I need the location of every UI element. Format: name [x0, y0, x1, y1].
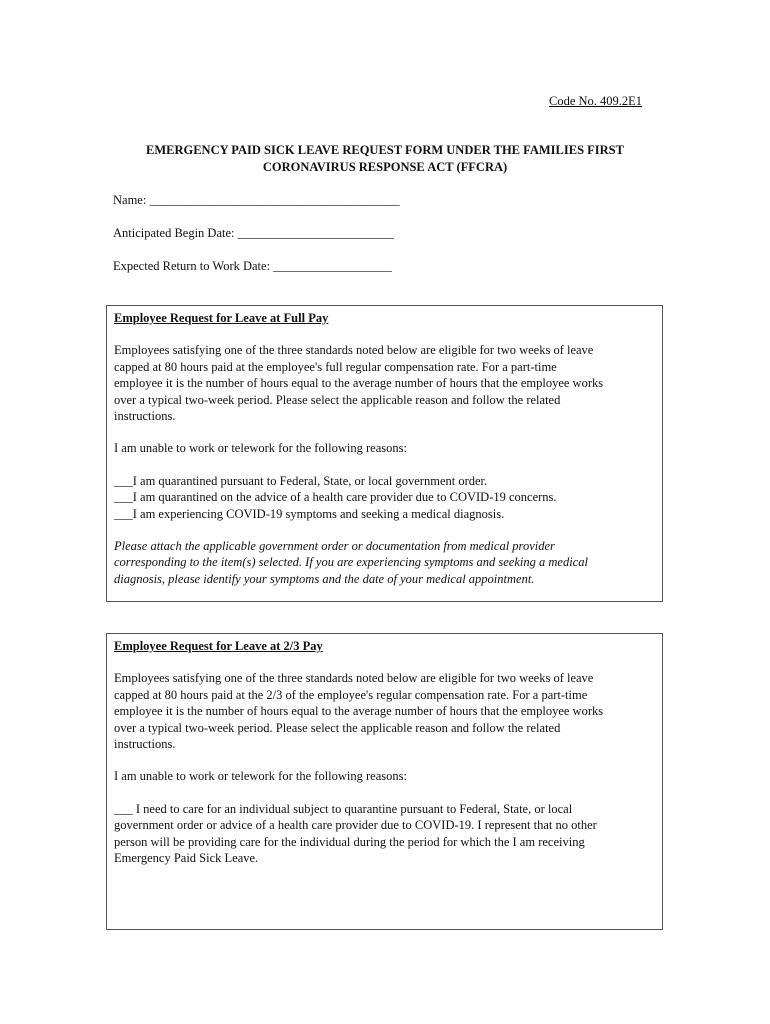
form-title: [106, 142, 664, 176]
full-pay-intro-line: over a typical two-week period. Please select the applicable reason and follow the related: [114, 392, 561, 407]
two-thirds-prompt: I am unable to work or telework for the following reasons:: [114, 769, 407, 784]
form-title-line-2: CORONAVIRUS RESPONSE ACT (FFCRA): [262, 160, 508, 174]
reason-care-line: Emergency Paid Sick Leave.: [114, 851, 259, 866]
reason-care-line: government order or advice of a health care provider due to COVID-19. I represent that no other: [114, 818, 597, 833]
reason-care-line: person will be providing care for the individual during the period for which the I am receiving: [114, 834, 585, 849]
two-thirds-pay-section: [106, 633, 663, 930]
reason-health-provider[interactable]: ___I am quarantined on the advice of a health care provider due to COVID-19 concerns.: [114, 490, 557, 505]
form-title-line-1: EMERGENCY PAID SICK LEAVE REQUEST FORM UNDER THE FAMILIES FIRST: [146, 143, 624, 157]
reason-symptoms[interactable]: ___I am experiencing COVID-19 symptoms and seeking a medical diagnosis.: [114, 506, 505, 521]
full-pay-prompt: I am unable to work or telework for the following reasons:: [114, 441, 407, 456]
full-pay-intro-line: capped at 80 hours paid at the employee's full regular compensation rate. For a part-time: [114, 359, 557, 374]
two-thirds-intro-line: employee it is the number of hours equal to the average number of hours that the employee works: [114, 704, 604, 719]
two-thirds-pay-heading: Employee Request for Leave at 2/3 Pay: [114, 639, 323, 653]
two-thirds-intro-line: instructions.: [114, 737, 176, 752]
reason-government-order[interactable]: ___I am quarantined pursuant to Federal, State, or local government order.: [114, 473, 488, 488]
full-pay-instructions-line: Please attach the applicable government order or documentation from medical provider: [114, 539, 555, 554]
full-pay-intro-line: instructions.: [114, 409, 176, 424]
name-field[interactable]: Name: ________________________________________: [113, 193, 400, 207]
two-thirds-intro-line: Employees satisfying one of the three standards noted below are eligible for two weeks of leave: [114, 671, 594, 686]
return-date-field[interactable]: Expected Return to Work Date: ___________________: [113, 259, 392, 273]
full-pay-section: [106, 305, 663, 602]
full-pay-heading: Employee Request for Leave at Full Pay: [114, 311, 329, 325]
full-pay-instructions-line: diagnosis, please identify your symptoms and the date of your medical appointment.: [114, 571, 535, 586]
two-thirds-intro-line: capped at 80 hours paid at the 2/3 of the employee's regular compensation rate. For a part-time: [114, 687, 588, 702]
reason-care-for-individual[interactable]: ___ I need to care for an individual subject to quarantine pursuant to Federal, State, or local: [114, 801, 573, 816]
two-thirds-intro-line: over a typical two-week period. Please select the applicable reason and follow the related: [114, 720, 561, 735]
full-pay-intro-line: employee it is the number of hours equal to the average number of hours that the employee works: [114, 376, 604, 391]
full-pay-intro-line: Employees satisfying one of the three standards noted below are eligible for two weeks of leave: [114, 343, 594, 358]
full-pay-instructions-line: corresponding to the item(s) selected. If you are experiencing symptoms and seeking a medical: [114, 555, 588, 570]
begin-date-field[interactable]: Anticipated Begin Date: _________________________: [113, 226, 394, 240]
code-number: Code No. 409.2E1: [549, 94, 643, 108]
